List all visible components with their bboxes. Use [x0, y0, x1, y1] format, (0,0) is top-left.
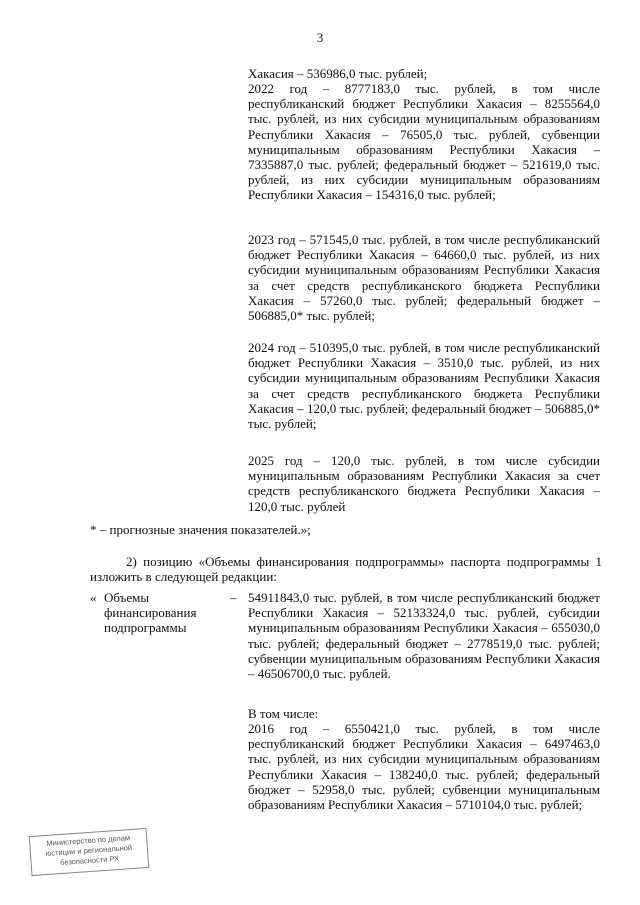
table-total: 54911843,0 тыс. рублей, в том числе республиканский бюджет Республики Хакасия – 52133324,0 тыс. рублей, субсидии муниципальным образованиям Республики Хакасия – 655030,0 тыс. рублей; федеральный бюджет – 2778519,0 тыс. рублей; субвенции муниципальным образованиям Республики Хакасия – 46506700,0 тыс. рублей.	[248, 590, 600, 682]
paragraph-2022: 2022 год – 8777183,0 тыс. рублей, в том числе республиканский бюджет Республики Хакасия – 8255564,0 тыс. рублей, из них субсидии муниципальным образованиям Республики Хакасия – 76505,0 тыс. рублей, субвенции муниципальным образованиям Республики Хакасия – 7335887,0 тыс. рублей; федеральный бюджет – 521619,0 тыс. рублей, из них субсидии муниципальным образованиям Республики Хакасия – 154316,0 тыс. рублей;	[248, 81, 600, 203]
paragraph-2021-tail: Хакасия – 536986,0 тыс. рублей;	[248, 66, 428, 81]
paragraph-2025: 2025 год – 120,0 тыс. рублей, в том числе субсидии муниципальным образованиям Республики Хакасия за счет средств республиканского бюджета Республики Хакасия – 120,0 тыс. рублей	[248, 453, 600, 514]
page-number: 3	[316, 30, 324, 45]
paragraph-2024: 2024 год – 510395,0 тыс. рублей, в том числе республиканский бюджет Республики Хакасия – 3510,0 тыс. рублей, из них субсидии муниципальным образованиям Республики Хакасия за счет средств республиканского бюджета Республики Хакасия – 120,0 тыс. рублей; федеральный бюджет – 506885,0* тыс. рублей;	[248, 340, 600, 432]
opening-quote: «	[90, 590, 97, 605]
registration-stamp: Министерство по делам юстиции и региональной безопасности РХ	[29, 828, 150, 876]
table-label: Объемы финансирования подпрограммы	[104, 590, 197, 636]
table-dash: –	[230, 590, 237, 605]
footnote: * – прогнозные значения показателей.»;	[90, 522, 311, 537]
item-2-text: 2) позицию «Объемы финансирования подпрограммы» паспорта подпрограммы 1 изложить в следующей редакции:	[90, 554, 602, 585]
paragraph-2023: 2023 год – 571545,0 тыс. рублей, в том числе республиканский бюджет Республики Хакасия – 64660,0 тыс. рублей, из них субсидии муниципальным образованиям Республики Хакасия за счет средств республиканского бюджета Республики Хакасия – 57260,0 тыс. рублей; федеральный бюджет – 506885,0* тыс. рублей;	[248, 232, 600, 324]
table-2016: 2016 год – 6550421,0 тыс. рублей, в том числе республиканский бюджет Республики Хакасия – 6497463,0 тыс. рублей, из них субсидии муниципальным образованиям Республики Хакасия – 138240,0 тыс. рублей; федеральный бюджет – 52958,0 тыс. рублей; субвенции муниципальным образованиям Республики Хакасия – 5710104,0 тыс. рублей;	[248, 721, 600, 813]
table-including: В том числе:	[248, 706, 319, 721]
